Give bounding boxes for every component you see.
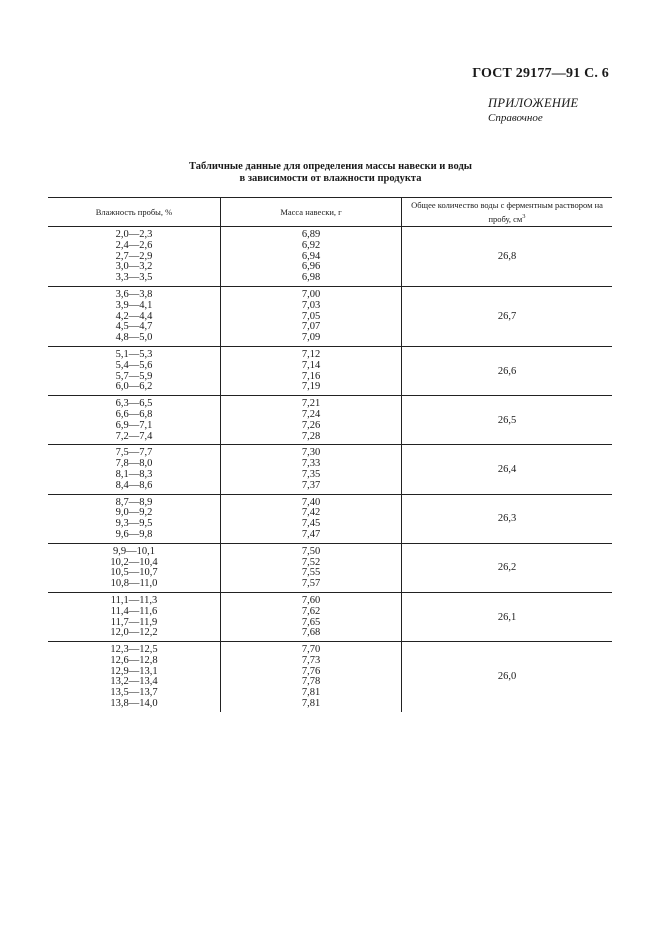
mass-cell-value: 7,68: [301, 627, 321, 639]
water-cell: 26,4: [402, 445, 613, 494]
water-cell: 26,5: [402, 396, 613, 445]
mass-cell: [221, 346, 402, 395]
humidity-cell-value: 3,6—3,8: [115, 288, 153, 300]
humidity-cell-value: 4,8—5,0: [115, 332, 153, 344]
mass-cell-value: 7,05: [301, 310, 321, 322]
mass-cell-value: 6,92: [301, 239, 321, 251]
mass-cell-value: 6,98: [301, 272, 321, 284]
mass-cell: [221, 494, 402, 543]
humidity-cell: [48, 543, 221, 592]
humidity-cell-value: 7,2—7,4: [115, 430, 153, 442]
mass-cell-value: 7,24: [301, 408, 321, 420]
humidity-cell-value: 3,3—3,5: [115, 272, 153, 284]
data-table: [48, 197, 612, 712]
appendix-block: [488, 96, 578, 124]
humidity-cell-value: 10,8—11,0: [110, 578, 158, 590]
humidity-cell-value: 6,9—7,1: [115, 419, 153, 431]
humidity-cell: [48, 396, 221, 445]
mass-cell-value: 7,12: [301, 348, 321, 360]
table-row-group: [48, 396, 612, 445]
humidity-cell-value: 7,5—7,7: [115, 447, 153, 459]
humidity-cell-value: 10,2—10,4: [110, 556, 158, 568]
humidity-cell-value: 11,4—11,6: [110, 605, 158, 617]
humidity-cell-value: 2,7—2,9: [115, 250, 153, 262]
mass-cell-value: 7,55: [301, 567, 321, 579]
humidity-cell: [48, 286, 221, 346]
table-row-group: [48, 592, 612, 641]
column-header-mass: Масса навески, г: [221, 198, 402, 227]
humidity-cell-value: 4,5—4,7: [115, 321, 153, 333]
mass-cell: [221, 543, 402, 592]
mass-cell-value: 7,00: [301, 288, 321, 300]
humidity-cell-value: 8,7—8,9: [115, 496, 153, 508]
mass-cell-value: 7,45: [301, 518, 321, 530]
humidity-cell: [48, 494, 221, 543]
mass-cell-value: 7,21: [301, 398, 321, 410]
humidity-cell-value: 12,0—12,2: [110, 627, 158, 639]
humidity-cell-value: 11,1—11,3: [110, 594, 158, 606]
table-row-group: [48, 494, 612, 543]
mass-cell-value: 7,03: [301, 299, 321, 311]
mass-cell-value: 7,57: [301, 578, 321, 590]
mass-cell-value: 6,89: [301, 229, 321, 240]
mass-cell-value: 7,30: [301, 447, 321, 459]
water-cell: 26,2: [402, 543, 613, 592]
water-cell: 26,6: [402, 346, 613, 395]
water-cell: 26,7: [402, 286, 613, 346]
column-header-humidity: Влажность пробы, %: [48, 198, 221, 227]
column-header-water-unit-sup: 3: [522, 212, 526, 220]
mass-cell-value: 7,28: [301, 430, 321, 442]
standard-code: ГОСТ 29177—91 С. 6: [472, 66, 609, 81]
mass-cell-value: 6,94: [301, 250, 321, 262]
mass-cell-value: 7,14: [301, 359, 321, 371]
humidity-cell: [48, 592, 221, 641]
mass-cell-value: 7,42: [301, 507, 321, 519]
mass-cell-value: 6,96: [301, 261, 321, 273]
table-header-row: [48, 198, 612, 227]
mass-cell: [221, 642, 402, 712]
humidity-cell-value: 12,3—12,5: [110, 644, 158, 656]
table-row-group: [48, 543, 612, 592]
mass-cell-value: 7,07: [301, 321, 321, 333]
humidity-cell-value: 10,5—10,7: [110, 567, 158, 579]
mass-cell: [221, 227, 402, 287]
mass-cell-value: 7,16: [301, 370, 321, 382]
humidity-cell: [48, 445, 221, 494]
mass-cell-value: 7,65: [301, 616, 321, 628]
humidity-cell-value: 9,0—9,2: [115, 507, 153, 519]
mass-cell-value: 7,62: [301, 605, 321, 617]
humidity-cell-value: 7,8—8,0: [115, 458, 153, 470]
humidity-cell-value: 13,5—13,7: [110, 687, 158, 699]
mass-cell-value: 7,81: [301, 687, 321, 699]
column-header-water: [402, 198, 613, 227]
humidity-cell-value: 6,6—6,8: [115, 408, 153, 420]
humidity-cell-value: 2,4—2,6: [115, 239, 153, 251]
humidity-cell-value: 9,6—9,8: [115, 528, 153, 540]
mass-cell-value: 7,40: [301, 496, 321, 508]
mass-cell-value: 7,50: [301, 545, 321, 557]
humidity-cell-value: 9,9—10,1: [113, 545, 155, 557]
humidity-cell-value: 5,1—5,3: [115, 348, 153, 360]
mass-cell-value: 7,73: [301, 654, 321, 666]
column-header-water-text: Общее количество воды с ферментным раствором на пробу, см: [411, 199, 603, 224]
humidity-cell-value: 9,3—9,5: [115, 518, 153, 530]
mass-cell-value: 7,19: [301, 381, 321, 393]
humidity-cell-value: 5,7—5,9: [115, 370, 153, 382]
water-cell: 26,1: [402, 592, 613, 641]
humidity-cell-value: 6,0—6,2: [115, 381, 153, 393]
mass-cell-value: 7,52: [301, 556, 321, 568]
humidity-cell-value: 8,1—8,3: [115, 468, 153, 480]
mass-cell-value: 7,33: [301, 458, 321, 470]
humidity-cell-value: 11,7—11,9: [110, 616, 158, 628]
mass-cell-value: 7,76: [301, 665, 321, 677]
table-title: [0, 161, 661, 185]
humidity-cell-value: 13,8—14,0: [110, 698, 158, 710]
humidity-cell-value: 8,4—8,6: [115, 479, 153, 491]
mass-cell: [221, 592, 402, 641]
mass-cell: [221, 445, 402, 494]
table-row-group: [48, 227, 612, 287]
humidity-cell-value: 13,2—13,4: [110, 676, 158, 688]
table-row-group: [48, 642, 612, 712]
mass-cell-value: 7,47: [301, 528, 321, 540]
table-row-group: [48, 445, 612, 494]
humidity-cell-value: 2,0—2,3: [115, 229, 153, 240]
mass-cell-value: 7,81: [301, 698, 321, 710]
humidity-cell-value: 12,6—12,8: [110, 654, 158, 666]
humidity-cell-value: 3,0—3,2: [115, 261, 153, 273]
water-cell: 26,0: [402, 642, 613, 712]
appendix-type: Справочное: [488, 112, 543, 124]
water-cell: 26,3: [402, 494, 613, 543]
humidity-cell: [48, 346, 221, 395]
mass-cell-value: 7,26: [301, 419, 321, 431]
humidity-cell-value: 4,2—4,4: [115, 310, 153, 322]
humidity-cell-value: 6,3—6,5: [115, 398, 153, 410]
mass-cell-value: 7,60: [301, 594, 321, 606]
mass-cell-value: 7,78: [301, 676, 321, 688]
mass-cell-value: 7,35: [301, 468, 321, 480]
table-title-line-1: Табличные данные для определения массы навески и воды: [189, 161, 472, 172]
mass-cell-value: 7,37: [301, 479, 321, 491]
water-cell: 26,8: [497, 250, 517, 262]
humidity-cell: [48, 227, 221, 287]
humidity-cell-value: 5,4—5,6: [115, 359, 153, 371]
table-row-group: [48, 286, 612, 346]
mass-cell-value: 7,70: [301, 644, 321, 656]
mass-cell: [221, 286, 402, 346]
mass-cell-value: 7,09: [301, 332, 321, 344]
humidity-cell-value: 12,9—13,1: [110, 665, 158, 677]
mass-cell: [221, 396, 402, 445]
appendix-label: ПРИЛОЖЕНИЕ: [488, 96, 579, 110]
humidity-cell: [48, 642, 221, 712]
table-row-group: [48, 346, 612, 395]
humidity-cell-value: 3,9—4,1: [115, 299, 153, 311]
table-title-line-2: в зависимости от влажности продукта: [239, 173, 422, 184]
